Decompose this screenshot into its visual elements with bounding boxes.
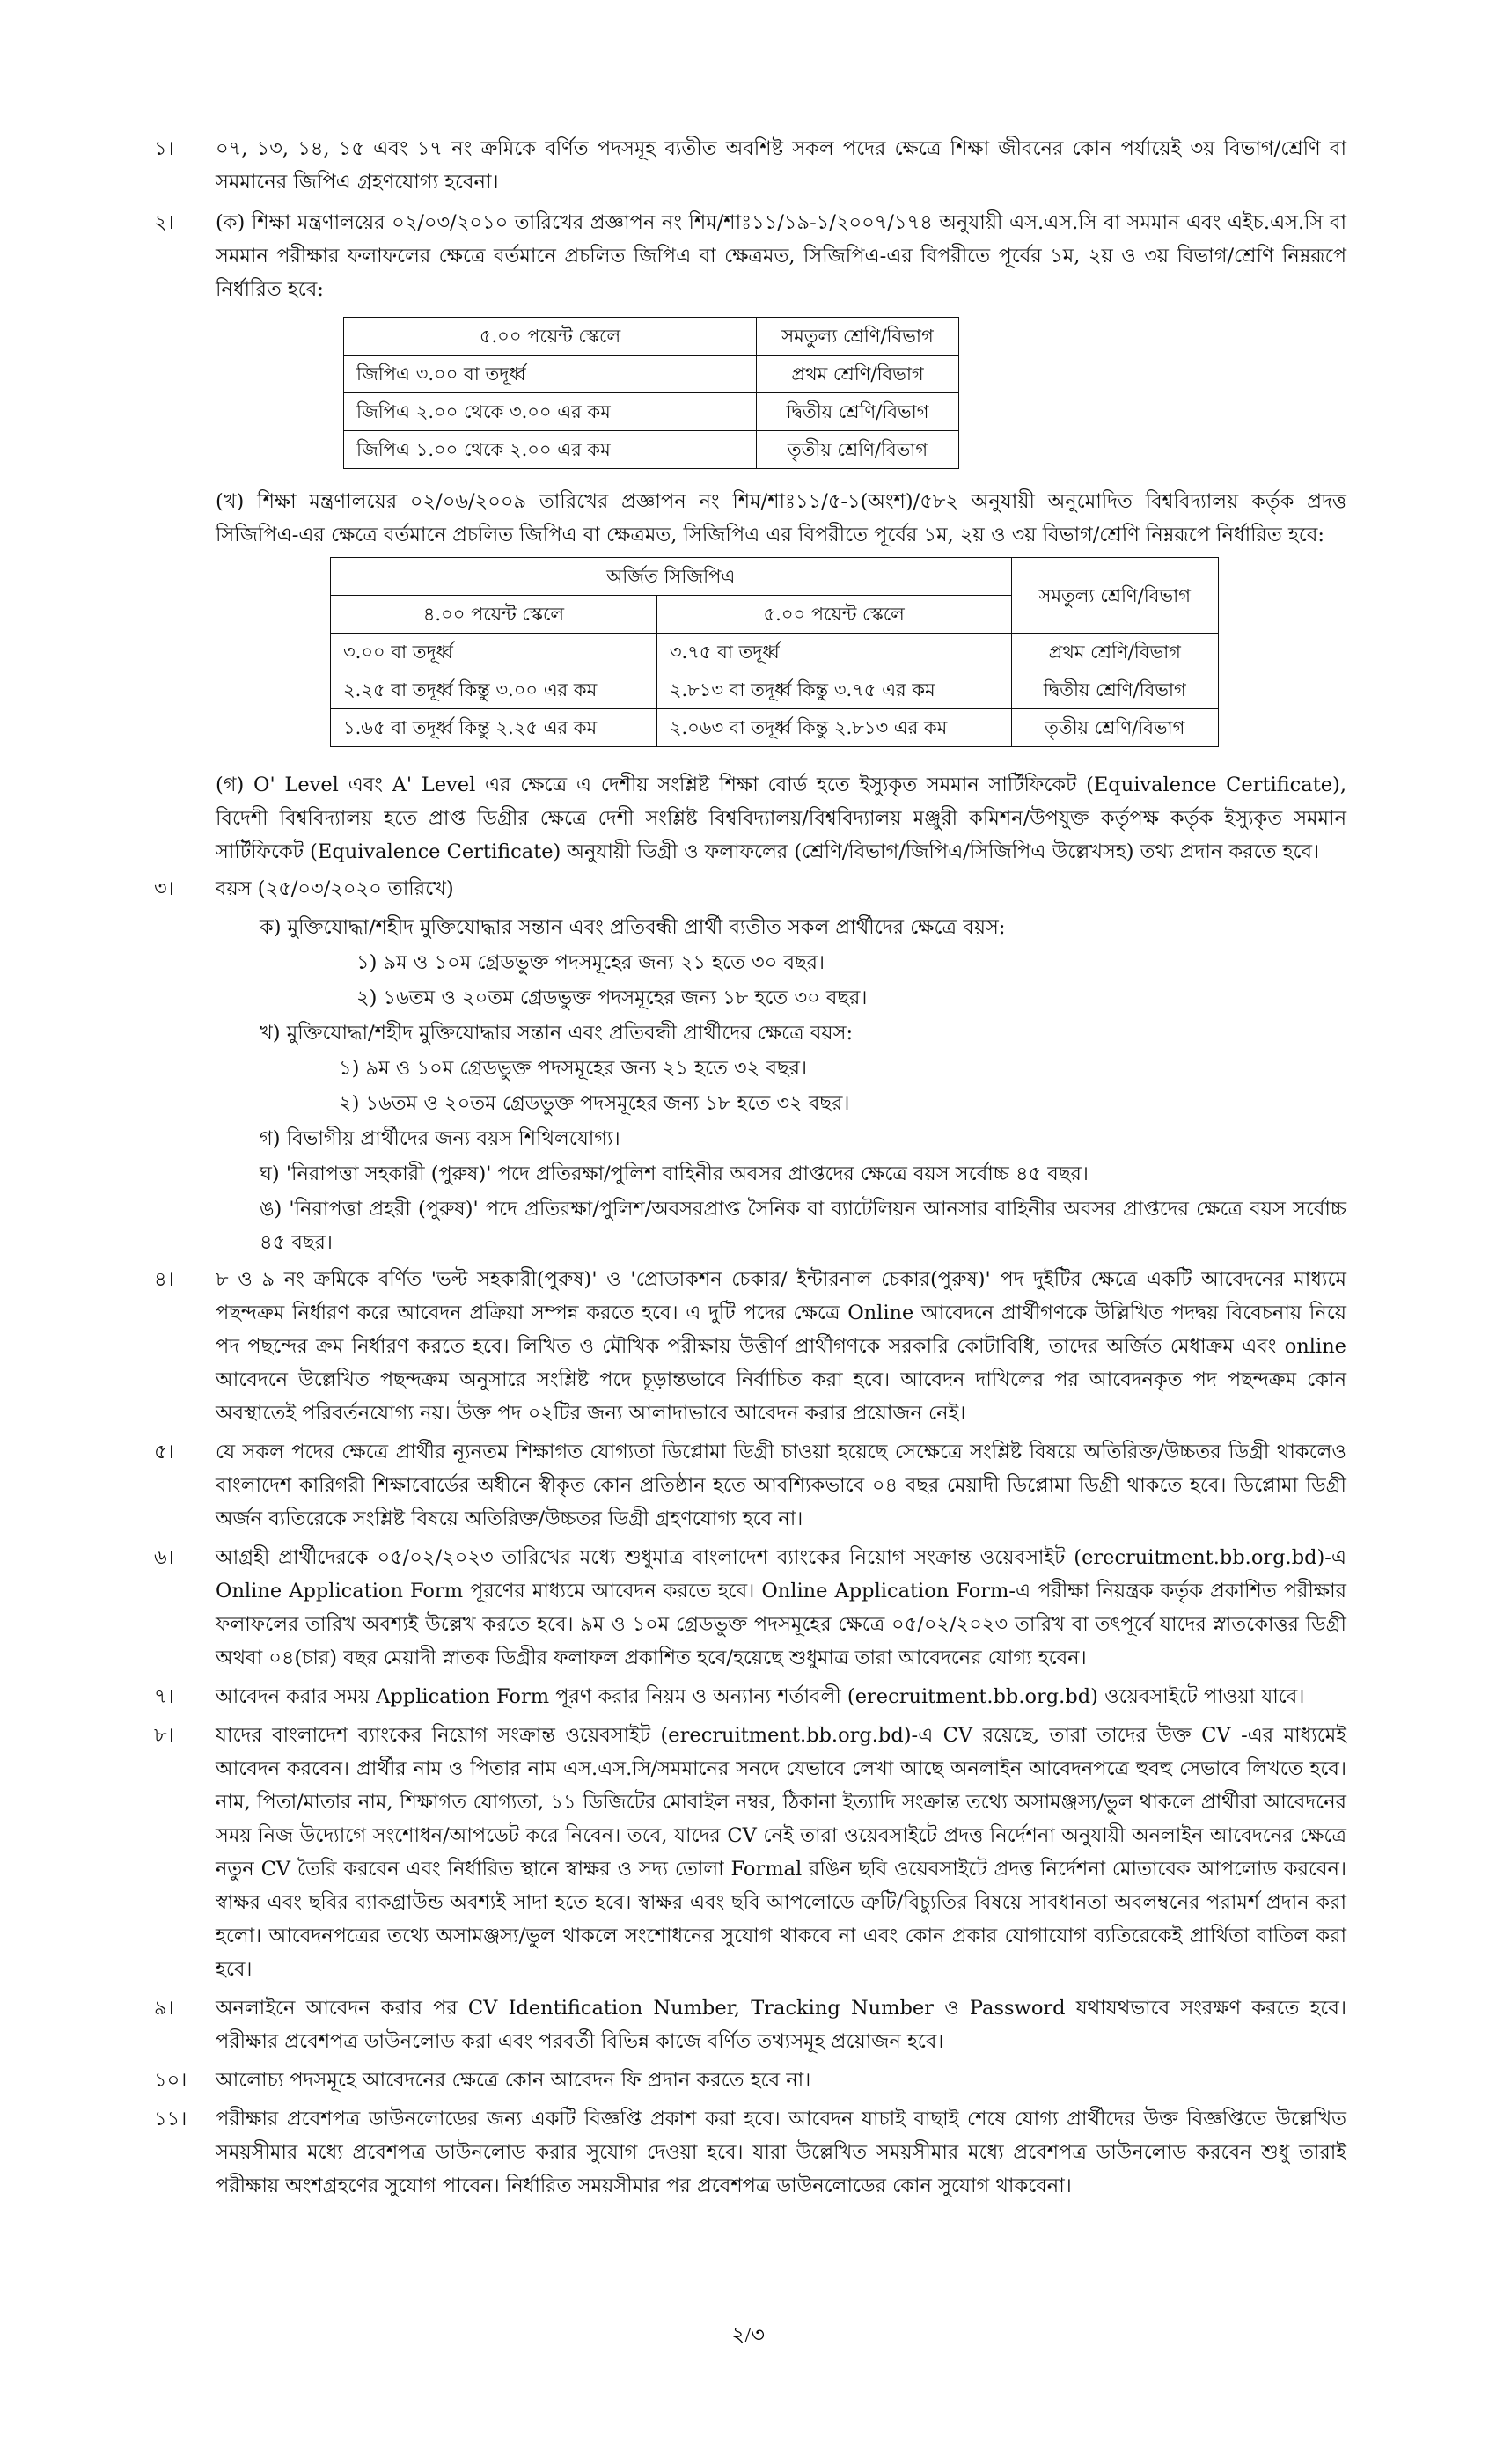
item-text-ka: (ক) শিক্ষা মন্ত্রণালয়ের ০২/০৩/২০১০ তারিখের প্রজ্ঞাপন নং শিম/শাঃ১১/১৯-১/২০০৭/১৭৪ অনুযায়ী এস.এস.সি বা সমমান এবং এইচ.এস.সি বা সমমান পরীক্ষার ফলাফলের ক্ষেত্রে বর্তমানে প্রচলিত জিপিএ বা ক্ষেত্রমত, সিজিপিএ-এর বিপরীতে পূর্বের ১ম, ২য় ও ৩য় বিভাগ/শ্রেণি নিম্নরূপে নির্ধারিত হবে: xyxy=(216,211,1346,301)
table-cell: ১.৬৫ বা তদূর্ধ্ব কিন্তু ২.২৫ এর কম xyxy=(331,709,657,747)
item-title: বয়স (২৫/০৩/২০২০ তারিখে) xyxy=(216,877,454,900)
age-sub-umo: ঙ) 'নিরাপত্তা প্রহরী (পুরুষ)' পদে প্রতিরক্ষা/পুলিশ/অবসরপ্রাপ্ত সৈনিক বা ব্যাটেলিয়ন আনসার বাহিনীর অবসর প্রাপ্তদের ক্ষেত্রে বয়স সর্বোচ্চ ৪৫ বছর। xyxy=(260,1198,1346,1254)
age-sub-kha: খ) মুক্তিযোদ্ধা/শহীদ মুক্তিযোদ্ধার সন্তান এবং প্রতিবন্ধী প্রার্থীদের ক্ষেত্রে বয়স: xyxy=(260,1022,854,1045)
item-text: ০৭, ১৩, ১৪, ১৫ এবং ১৭ নং ক্রমিকে বর্ণিত পদসমূহ ব্যতীত অবশিষ্ট সকল পদের ক্ষেত্রে শিক্ষা জীবনের কোন পর্যায়েই ৩য় বিভাগ/শ্রেণি বা সমমানের জিপিএ গ্রহণযোগ্য হবেনা। xyxy=(216,137,1346,194)
item-4 xyxy=(154,1263,1346,1430)
table-cell: ২.২৫ বা তদূর্ধ্ব কিন্তু ৩.০০ এর কম xyxy=(331,671,657,709)
table-row xyxy=(344,393,959,431)
item-number: ১। xyxy=(154,137,174,160)
item-3 xyxy=(154,872,1346,906)
table-cell: ৩.৭৫ বা তদূর্ধ্ব xyxy=(656,634,1011,671)
table-group-header: অর্জিত সিজিপিএ xyxy=(331,558,1012,596)
table-row xyxy=(331,634,1219,671)
item-number: ২। xyxy=(154,211,174,234)
age-sub-ka: ক) মুক্তিযোদ্ধা/শহীদ মুক্তিযোদ্ধার সন্তান এবং প্রতিবন্ধী প্রার্থী ব্যতীত সকল প্রার্থীদের ক্ষেত্রে বয়স: xyxy=(260,916,1006,939)
table-row xyxy=(331,671,1219,709)
item-5 xyxy=(154,1435,1346,1536)
item-number: ৫। xyxy=(154,1441,174,1463)
item-6 xyxy=(154,1541,1346,1675)
age-sub-ga: গ) বিভাগীয় প্রার্থীদের জন্য বয়স শিথিলযোগ্য। xyxy=(260,1127,620,1150)
item-number: ৭। xyxy=(154,1685,174,1708)
item-text: পরীক্ষার প্রবেশপত্র ডাউনলোডের জন্য একটি বিজ্ঞপ্তি প্রকাশ করা হবে। আবেদন যাচাই বাছাই শেষে যোগ্য প্রার্থীদের উক্ত বিজ্ঞপ্তিতে উল্লেখিত সময়সীমার মধ্যে প্রবেশপত্র ডাউনলোড করার সুযোগ দেওয়া হবে। যারা উল্লেখিত সময়সীমার মধ্যে প্রবেশপত্র ডাউনলোড করবেন শুধু তারাই পরীক্ষায় অংশগ্রহণের সুযোগ পাবেন। নির্ধারিত সময়সীমার পর প্রবেশপত্র ডাউনলোডের কোন সুযোগ থাকবেনা। xyxy=(216,2108,1346,2197)
item-number: ৪। xyxy=(154,1268,174,1291)
item-text-kha: (খ) শিক্ষা মন্ত্রণালয়ের ০২/০৬/২০০৯ তারিখের প্রজ্ঞাপন নং শিম/শাঃ১১/৫-১(অংশ)/৫৮২ অনুযায়ী অনুমোদিত বিশ্ববিদ্যালয় কর্তৃক প্রদত্ত সিজিপিএ-এর ক্ষেত্রে বর্তমানে প্রচলিত জিপিএ বা ক্ষেত্রমত, সিজিপিএ এর বিপরীতে পূর্বের ১ম, ২য় ও ৩য় বিভাগ/শ্রেণি নিম্নরূপে নির্ধারিত হবে: xyxy=(216,490,1346,546)
table-cell: ৩.০০ বা তদূর্ধ্ব xyxy=(331,634,657,671)
table-cell: ২.৮১৩ বা তদূর্ধ্ব কিন্তু ৩.৭৫ এর কম xyxy=(656,671,1011,709)
table-row xyxy=(331,709,1219,747)
table-header: সমতুল্য শ্রেণি/বিভাগ xyxy=(1011,558,1218,634)
table-cell: জিপিএ ৩.০০ বা তদূর্ধ্ব xyxy=(344,356,757,393)
item-text: আগ্রহী প্রার্থীদেরকে ০৫/০২/২০২৩ তারিখের মধ্যে শুধুমাত্র বাংলাদেশ ব্যাংকের নিয়োগ সংক্রান্ত ওয়েবসাইট (erecruitment.bb.org.bd)-এ Online Application Form পূরণের মাধ্যমে আবেদন করতে হবে। Online Application Form-এ পরীক্ষা নিয়ন্ত্রক কর্তৃক প্রকাশিত পরীক্ষার ফলাফলের তারিখ অবশ্যই উল্লেখ করতে হবে। ৯ম ও ১০ম গ্রেডভুক্ত পদসমূহের ক্ষেত্রে ০৫/০২/২০২৩ তারিখ বা তৎপূর্বে যাদের স্নাতকোত্তর ডিগ্রী অথবা ০৪(চার) বছর মেয়াদী স্নাতক ডিগ্রীর ফলাফল প্রকাশিত হবে/হয়েছে শুধুমাত্র তারা আবেদনের যোগ্য হবেন। xyxy=(216,1546,1346,1669)
age-sub-ka-2: ২) ১৬তম ও ২০তম গ্রেডভুক্ত পদসমূহের জন্য ১৮ হতে ৩০ বছর। xyxy=(356,986,868,1009)
table-row xyxy=(344,356,959,393)
age-list xyxy=(154,911,1346,1259)
table-cell: জিপিএ ১.০০ থেকে ২.০০ এর কম xyxy=(344,431,757,469)
item-number: ১০। xyxy=(154,2069,187,2092)
item-text: ৮ ও ৯ নং ক্রমিকে বর্ণিত 'ভল্ট সহকারী(পুরুষ)' ও 'প্রোডাকশন চেকার/ ইন্টারনাল চেকার(পুরুষ)' পদ দুইটির ক্ষেত্রে একটি আবেদনের মাধ্যমে পছন্দক্রম নির্ধারণ করে আবেদন প্রক্রিয়া সম্পন্ন করতে হবে। এ দুটি পদের ক্ষেত্রে Online আবেদনে প্রার্থীগণকে উল্লিখিত পদদ্বয় বিবেচনায় নিয়ে পদ পছন্দের ক্রম নির্ধারণ করতে হবে। লিখিত ও মৌখিক পরীক্ষায় উত্তীর্ণ প্রার্থীগণকে সরকারি কোটাবিধি, তাদের অর্জিত মেধাক্রম এবং online আবেদনে উল্লেখিত পছন্দক্রম অনুসারে সংশ্লিষ্ট পদে চূড়ান্তভাবে নির্বাচিত করা হবে। আবেদন দাখিলের পর আবেদনকৃত পদ পছন্দক্রম কোন অবস্থাতেই পরিবর্তনযোগ্য নয়। উক্ত পদ ০২টির জন্য আলাদাভাবে আবেদন করার প্রয়োজন নেই। xyxy=(216,1268,1346,1425)
item-1 xyxy=(154,132,1346,199)
item-7 xyxy=(154,1680,1346,1713)
table-cell: জিপিএ ২.০০ থেকে ৩.০০ এর কম xyxy=(344,393,757,431)
item-8 xyxy=(154,1719,1346,1986)
table-header: সমতুল্য শ্রেণি/বিভাগ xyxy=(757,318,959,356)
item-text-ga: (গ) O' Level এবং A' Level এর ক্ষেত্রে এ দেশীয় সংশ্লিষ্ট শিক্ষা বোর্ড হতে ইস্যুকৃত সমমান সার্টিফিকেট (Equivalence Certificate), বিদেশী বিশ্ববিদ্যালয় হতে প্রাপ্ত ডিগ্রীর ক্ষেত্রে দেশী সংশ্লিষ্ট বিশ্ববিদ্যালয়/বিশ্ববিদ্যালয় মঞ্জুরী কমিশন/উপযুক্ত কর্তৃপক্ষ কর্তৃক ইস্যুকৃত সমমান সার্টিফিকেট (Equivalence Certificate) অনুযায়ী ডিগ্রী ও ফলাফলের (শ্রেণি/বিভাগ/জিপিএ/সিজিপিএ উল্লেখসহ) তথ্য প্রদান করতে হবে। xyxy=(216,774,1346,863)
table-cell: দ্বিতীয় শ্রেণি/বিভাগ xyxy=(757,393,959,431)
item-number: ৩। xyxy=(154,877,174,900)
item-number: ৯। xyxy=(154,1997,174,2020)
gpa-equivalence-table xyxy=(343,317,959,469)
table-header: ৫.০০ পয়েন্ট স্কেলে xyxy=(344,318,757,356)
table-cell: প্রথম শ্রেণি/বিভাগ xyxy=(757,356,959,393)
age-sub-ka-1: ১) ৯ম ও ১০ম গ্রেডভুক্ত পদসমূহের জন্য ২১ হতে ৩০ বছর। xyxy=(356,951,825,974)
page-number: ২/৩ xyxy=(731,2324,765,2347)
age-sub-kha-1: ১) ৯ম ও ১০ম গ্রেডভুক্ত পদসমূহের জন্য ২১ হতে ৩২ বছর। xyxy=(339,1057,808,1080)
table-cell: তৃতীয় শ্রেণি/বিভাগ xyxy=(1011,709,1218,747)
item-2 xyxy=(154,206,1346,306)
table-cell: দ্বিতীয় শ্রেণি/বিভাগ xyxy=(1011,671,1218,709)
item-text: যে সকল পদের ক্ষেত্রে প্রার্থীর ন্যূনতম শিক্ষাগত যোগ্যতা ডিপ্লোমা ডিগ্রী চাওয়া হয়েছে সেক্ষেত্রে সংশ্লিষ্ট বিষয়ে অতিরিক্ত/উচ্চতর ডিগ্রী থাকলেও বাংলাদেশ কারিগরী শিক্ষাবোর্ডের অধীনে স্বীকৃত কোন প্রতিষ্ঠান হতে আবশ্যিকভাবে ০৪ বছর মেয়াদী ডিপ্লোমা ডিগ্রী থাকতে হবে। ডিপ্লোমা ডিগ্রী অর্জন ব্যতিরেকে সংশ্লিষ্ট বিষয়ে অতিরিক্ত/উচ্চতর ডিগ্রী গ্রহণযোগ্য হবে না। xyxy=(216,1441,1346,1530)
item-9 xyxy=(154,1991,1346,2058)
item-text: যাদের বাংলাদেশ ব্যাংকের নিয়োগ সংক্রান্ত ওয়েবসাইট (erecruitment.bb.org.bd)-এ CV রয়েছে, তারা তাদের উক্ত CV -এর মাধ্যমেই আবেদন করবেন। প্রার্থীর নাম ও পিতার নাম এস.এস.সি/সমমানের সনদে যেভাবে লেখা আছে অনলাইন আবেদনপত্রে হুবহু সেভাবে লিখতে হবে। নাম, পিতা/মাতার নাম, শিক্ষাগত যোগ্যতা, ১১ ডিজিটের মোবাইল নম্বর, ঠিকানা ইত্যাদি সংক্রান্ত তথ্যে অসামঞ্জস্য/ভুল থাকলে প্রার্থীরা আবেদনের সময় নিজ উদ্যোগে সংশোধন/আপডেট করে নিবেন। তবে, যাদের CV নেই তারা ওয়েবসাইটে প্রদত্ত নির্দেশনা অনুযায়ী অনলাইন আবেদনের ক্ষেত্রে নতুন CV তৈরি করবেন এবং নির্ধারিত স্থানে স্বাক্ষর ও সদ্য তোলা Formal রঙিন ছবি ওয়েবসাইটে প্রদত্ত নির্দেশনা মোতাবেক আপলোড করবেন। স্বাক্ষর এবং ছবির ব্যাকগ্রাউন্ড অবশ্যই সাদা হতে হবে। স্বাক্ষর এবং ছবি আপলোডে ত্রুটি/বিচ্যুতির বিষয়ে সাবধানতা অবলম্বনের পরামর্শ প্রদান করা হলো। আবেদনপত্রের তথ্যে অসামঞ্জস্য/ভুল থাকলে সংশোধনের সুযোগ থাকবে না এবং কোন প্রকার যোগাযোগ ব্যতিরেকেই প্রার্থিতা বাতিল করা হবে। xyxy=(216,1724,1346,1981)
table-cell: ২.০৬৩ বা তদূর্ধ্ব কিন্তু ২.৮১৩ এর কম xyxy=(656,709,1011,747)
item-text: আবেদন করার সময় Application Form পূরণ করার নিয়ম ও অন্যান্য শর্তাবলী (erecruitment.bb.org.bd) ওয়েবসাইটে পাওয়া যাবে। xyxy=(216,1685,1305,1708)
item-text: আলোচ্য পদসমূহে আবেদনের ক্ষেত্রে কোন আবেদন ফি প্রদান করতে হবে না। xyxy=(216,2069,811,2092)
table-header: ৪.০০ পয়েন্ট স্কেলে xyxy=(331,596,657,634)
table-cell: প্রথম শ্রেণি/বিভাগ xyxy=(1011,634,1218,671)
item-11 xyxy=(154,2102,1346,2203)
table-header: ৫.০০ পয়েন্ট স্কেলে xyxy=(656,596,1011,634)
item-number: ৬। xyxy=(154,1546,174,1569)
age-sub-kha-2: ২) ১৬তম ও ২০তম গ্রেডভুক্ত পদসমূহের জন্য ১৮ হতে ৩২ বছর। xyxy=(339,1092,850,1115)
table-row xyxy=(344,431,959,469)
item-10 xyxy=(154,2064,1346,2097)
table-cell: তৃতীয় শ্রেণি/বিভাগ xyxy=(757,431,959,469)
cgpa-equivalence-table xyxy=(330,557,1219,747)
item-number: ৮। xyxy=(154,1724,174,1747)
item-number: ১১। xyxy=(154,2108,187,2130)
item-text: অনলাইনে আবেদন করার পর CV Identification Number, Tracking Number ও Password যথাযথভাবে সংরক্ষণ করতে হবে। পরীক্ষার প্রবেশপত্র ডাউনলোড করা এবং পরবর্তী বিভিন্ন কাজে বর্ণিত তথ্যসমূহ প্রয়োজন হবে। xyxy=(216,1997,1346,2053)
age-sub-gha: ঘ) 'নিরাপত্তা সহকারী (পুরুষ)' পদে প্রতিরক্ষা/পুলিশ বাহিনীর অবসর প্রাপ্তদের ক্ষেত্রে বয়স সর্বোচ্চ ৪৫ বছর। xyxy=(260,1162,1089,1185)
